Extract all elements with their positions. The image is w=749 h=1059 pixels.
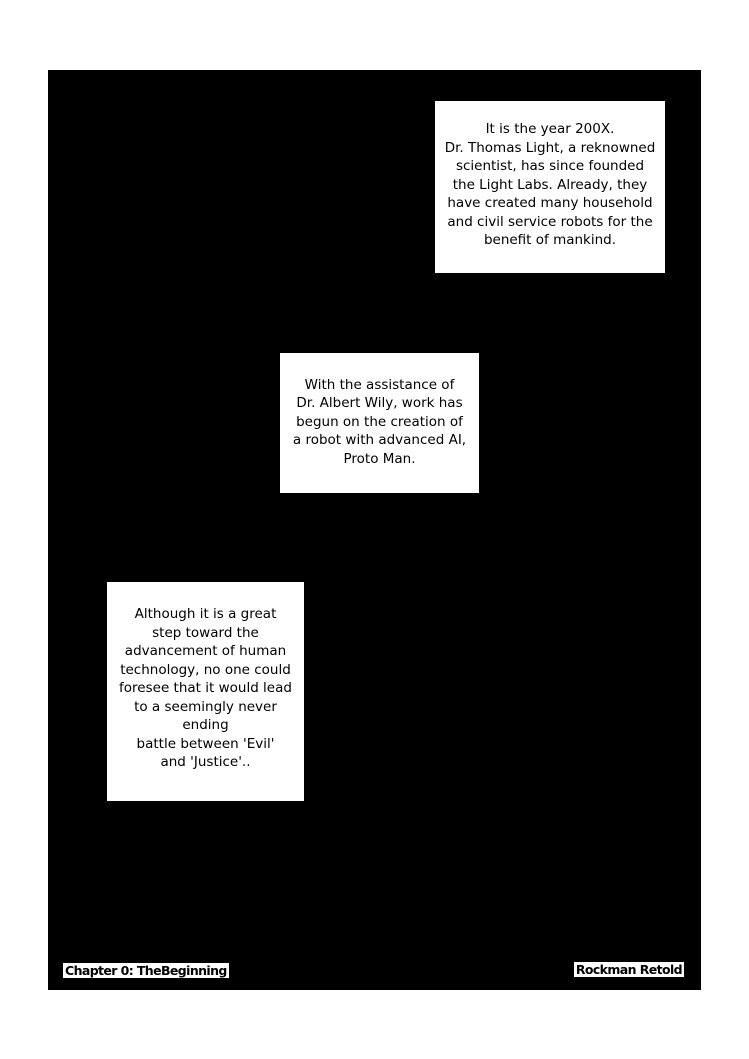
caption-box-foreshadow: [107, 582, 304, 801]
series-label: Rockman Retold: [575, 962, 682, 977]
caption-text-intro: It is the year 200X. Dr. Thomas Light, a reknowned scientist, has since founded the Light Labs. Already, they have created many household and civil service robots for the benefit of mankind.: [444, 121, 656, 249]
caption-text-proto-man: With the assistance of Dr. Albert Wily, work has begun on the creation of a robot with advanced AI, Proto Man.: [292, 376, 467, 467]
caption-box-proto-man: [280, 353, 479, 493]
caption-text-foreshadow: Although it is a great step toward the advancement of human technology, no one could foresee that it would lead to a seemingly never ending battle between 'Evil' and 'Justice'..: [119, 606, 292, 771]
comic-panel: [48, 70, 701, 990]
caption-box-intro: [435, 101, 665, 273]
chapter-label: Chapter 0: TheBeginning: [65, 963, 227, 978]
